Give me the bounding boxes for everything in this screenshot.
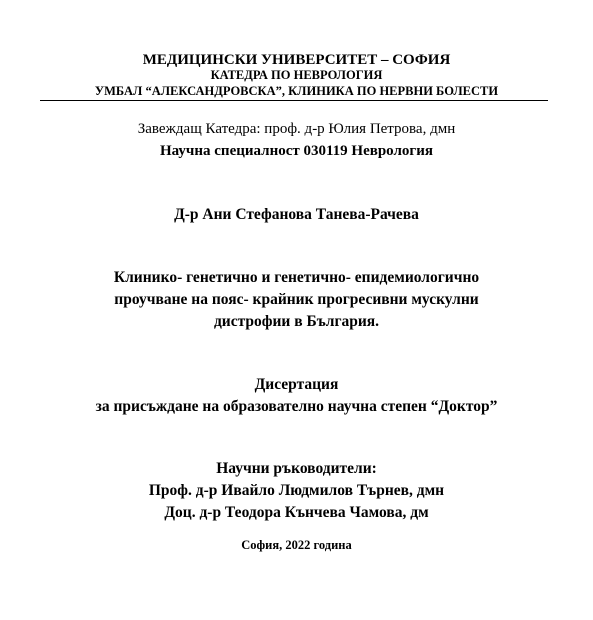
scientific-specialty: Научна специалност 030119 Неврология (160, 143, 433, 159)
thesis-title-line-3: дистрофии в България. (213, 313, 380, 330)
supervisors-label: Научни ръководители: (216, 460, 377, 477)
supervisor-2: Доц. д-р Теодора Кънчева Чамова, дм (164, 504, 429, 521)
supervisor-1: Проф. д-р Ивайло Людмилов Търнев, дмн (148, 482, 445, 499)
department-head: Завеждащ Катедра: проф. д-р Юлия Петрова, дмн (137, 121, 456, 137)
dissertation-purpose: за присъждане на образователно научна степен “Доктор” (95, 398, 498, 415)
thesis-title-line-1: Клинико- генетично и генетично- епидемиологично (113, 269, 480, 286)
department-name: КАТЕДРА ПО НЕВРОЛОГИЯ (210, 68, 383, 82)
header-divider (40, 100, 548, 101)
author-name: Д-р Ани Стефанова Танева-Рачева (174, 206, 419, 223)
university-name: МЕДИЦИНСКИ УНИВЕРСИТЕТ – СОФИЯ (142, 52, 451, 68)
hospital-name: УМБАЛ “АЛЕКСАНДРОВСКА”, КЛИНИКА ПО НЕРВНИ БОЛЕСТИ (94, 84, 499, 98)
thesis-title-line-2: проучване на пояс- крайник прогресивни мускулни (114, 291, 479, 308)
place-and-year: София, 2022 година (241, 538, 352, 552)
dissertation-label: Дисертация (254, 376, 339, 393)
